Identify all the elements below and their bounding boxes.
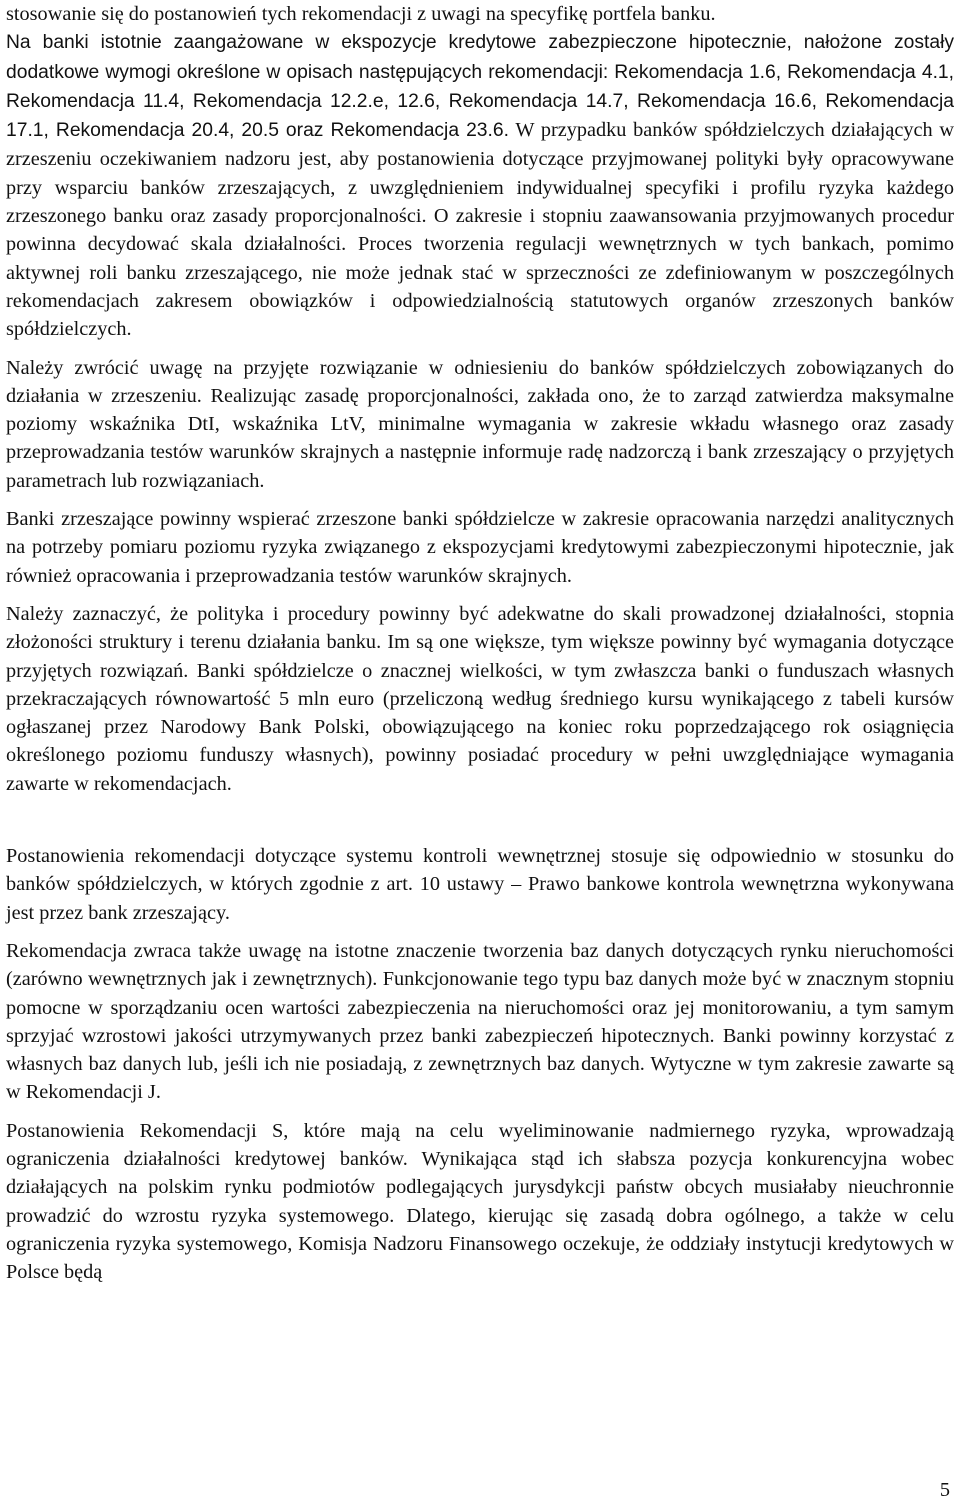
document-page — [6, 0, 954, 1286]
page-number: 5 — [939, 1479, 950, 1501]
cooperative-banks-text: W przypadku banków spółdzielczych działających w zrzeszeniu oczekiwaniem nadzoru jest, aby postanowienia dotyczące przyjmowanej polityki były opracowywane przy wsparciu banków zrzeszających, z uwzględnieniem indywidualnej specyfiki i profilu ryzyka każdego zrzeszonego banku oraz zasady proporcjonalności. O zakresie i stopniu zaawansowania przyjmowanych procedur powinna decydować skala działalności. Proces tworzenia regulacji wewnętrznych w tych bankach, pomimo aktywnej roli banku zrzeszającego, nie może jednak stać w sprzeczności ze zdefiniowanym w poszczególnych rekomendacjach zakresem obowiązków i odpowiedzialnością statutowych organów zrzeszonych banków spółdzielczych. — [6, 119, 955, 341]
paragraph-adequacy: Należy zaznaczyć, że polityka i procedury powinny być adekwatne do skali prowadzonej działalności, stopnia złożoności struktury i terenu działania banku. Im są one większe, tym większe powinny być wymagania dotyczące przyjętych rozwiązań. Banki spółdzielcze o znacznej wielkości, w tym zwłaszcza banki o funduszach własnych przekraczających równowartość 5 mln euro (przeliczoną według średniego kursu wynikającego z tabeli kursów ogłaszanej przez Narodowy Bank Polski, obowiązującego na koniec roku poprzedzającego rok osiągnięcia określonego poziomu funduszy własnych), powinny posiadać procedury w pełni uwzględniające wymagania zawarte w rekomendacjach. — [6, 602, 954, 795]
paragraph-systemic-risk: Postanowienia Rekomendacji S, które mają na celu wyeliminowanie nadmiernego ryzyka, wprowadzają ograniczenia działalności kredytowej banków. Wynikająca stąd ich słabsza pozycja konkurencyjna wobec działających na polskim rynku podmiotów podlegających jurysdykcji państw obcych musiałaby nieuchronnie prowadzić do wzrostu ryzyka systemowego. Dlatego, kierując się zasadą dobra ogólnego, a także w celu ograniczenia ryzyka systemowego, Komisja Nadzoru Finansowego oczekuje, że oddziały instytucji kredytowych w Polsce będą — [6, 1119, 954, 1284]
recommendations-list-text: Na banki istotnie zaangażowane w ekspozycje kredytowe zabezpieczone hipotecznie, nałożone zostały dodatkowe wymogi określone w opisach następujących rekomendacji: Rekomendacja 1.6, Rekomendacja 4.1, Rekomendacja 11.4, Rekomendacja 12.2.e, 12.6, Rekomendacja 14.7, Rekomendacja 16.6, Rekomendacja 17.1, Rekomendacja 20.4, 20.5 oraz Rekomendacja 23.6. — [6, 32, 954, 142]
paragraph-continuation: stosowanie się do postanowień tych rekomendacji z uwagi na specyfikę portfela banku. — [6, 3, 716, 25]
paragraph-mortgage-requirements — [6, 28, 954, 343]
paragraph-proportionality: Należy zwrócić uwagę na przyjęte rozwiązanie w odniesieniu do banków spółdzielczych zobowiązanych do działania w zrzeszeniu. Realizując zasadę proporcjonalności, zakłada ono, że to zarząd zatwierdza maksymalne poziomy wskaźnika DtI, wskaźnika LtV, minimalne wymagania w zakresie wkładu własnego oraz zasady przeprowadzania testów warunków skrajnych a następnie informuje radę nadzorczą i bank zrzeszający o przyjętych parametrach lub rozwiązaniach. — [6, 356, 954, 492]
paragraph-associating-banks: Banki zrzeszające powinny wspierać zrzeszone banki spółdzielcze w zakresie opracowania narzędzi analitycznych na potrzeby pomiaru poziomu ryzyka związanego z ekspozycjami kredytowymi zabezpieczonymi hipotecznie, jak również opracowania i przeprowadzania testów warunków skrajnych. — [6, 508, 954, 587]
paragraph-real-estate-databases: Rekomendacja zwraca także uwagę na istotne znaczenie tworzenia baz danych dotyczących rynku nieruchomości (zarówno wewnętrznych jak i zewnętrznych). Funkcjonowanie tego typu baz danych może być w znacznym stopniu pomocne w sporządzaniu ocen wartości zabezpieczenia na nieruchomości oraz jej monitorowaniu, a tym samym sprzyjać wzrostowi jakości utrzymywanych przez banki zabezpieczeń hipotecznych. Banki powinny korzystać z własnych baz danych lub, jeśli ich nie posiadają, z zewnętrznych baz danych. Wytyczne w tym zakresie zawarte są w Rekomendacji J. — [6, 939, 954, 1104]
paragraph-internal-control: Postanowienia rekomendacji dotyczące systemu kontroli wewnętrznej stosuje się odpowiednio w stosunku do banków spółdzielczych, w których zgodnie z art. 10 ustawy – Prawo bankowe kontrola wewnętrzna wykonywana jest przez bank zrzeszający. — [6, 845, 954, 924]
